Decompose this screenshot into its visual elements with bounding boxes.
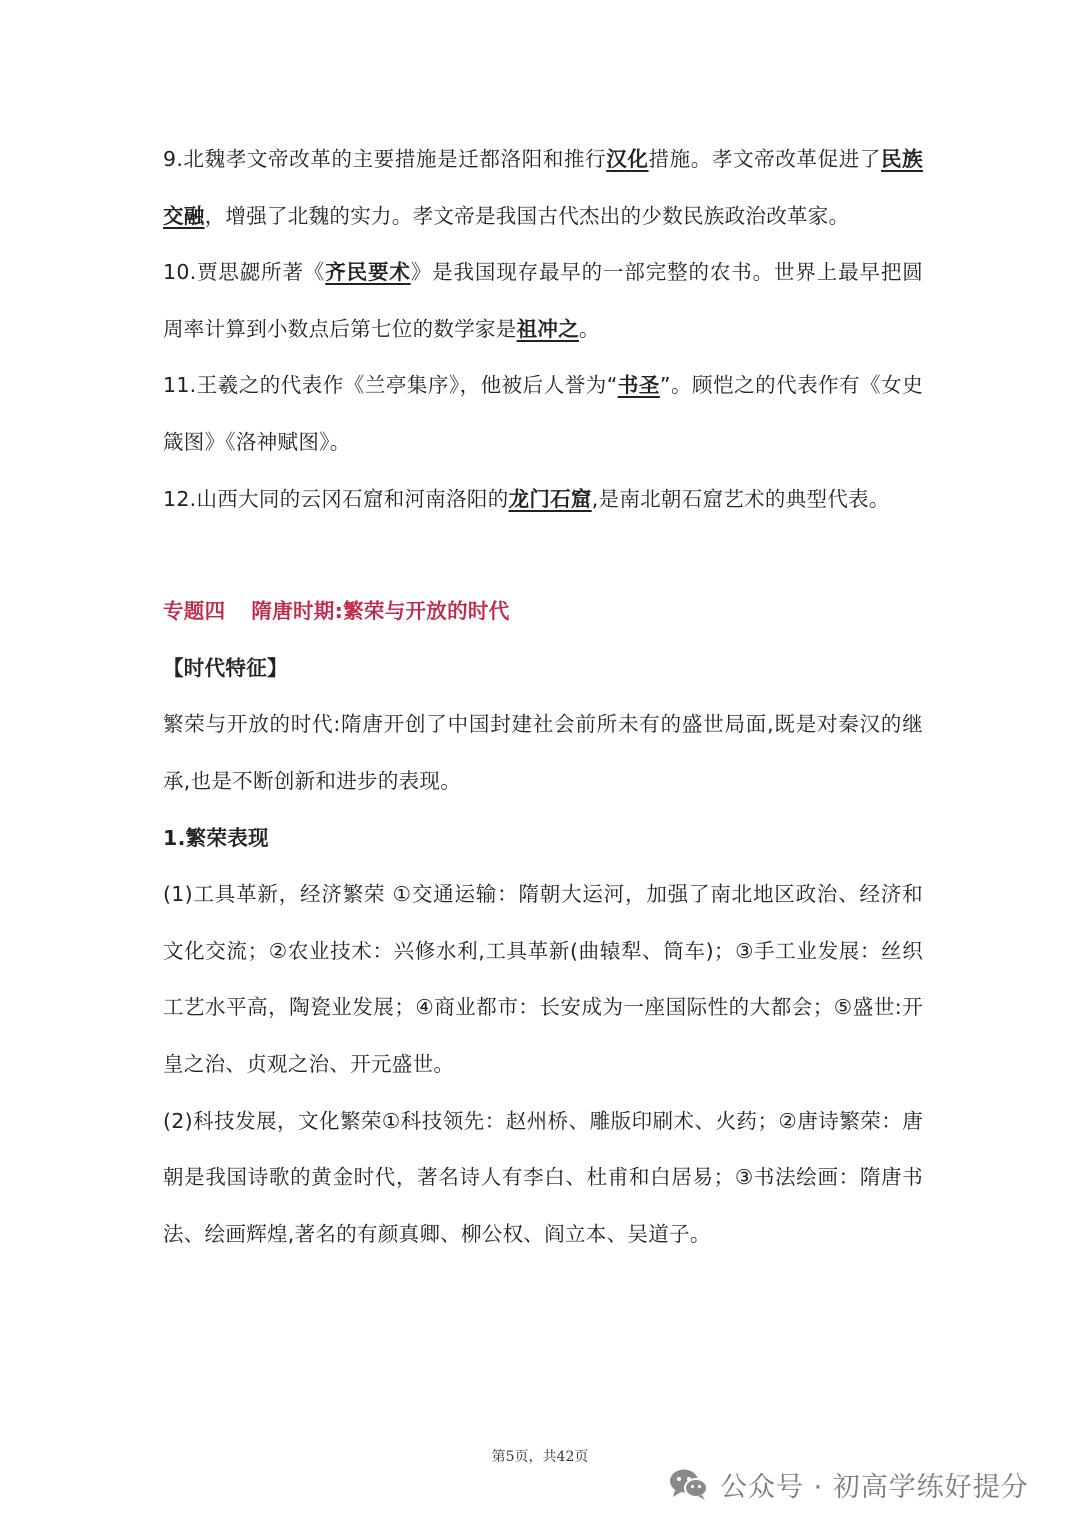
prosperity-paragraph-2: (2)科技发展，文化繁荣①科技领先：赵州桥、雕版印刷术、火药；②唐诗繁荣：唐朝是我国诗歌的黄金时代，著名诗人有李白、杜甫和白居易；③书法绘画：隋唐书法、绘画辉煌,著名的有颜真卿、柳公权、阎立本、吴道子。 bbox=[163, 1108, 923, 1246]
page-number: 第5页，共42页 bbox=[491, 1449, 589, 1465]
item-12: 12.山西大同的云冈石窟和河南洛阳的龙门石窟,是南北朝石窟艺术的典型代表。 bbox=[163, 486, 890, 511]
topic-label: 专题四 bbox=[163, 599, 226, 624]
topic-heading bbox=[163, 583, 923, 640]
item-11: 11.王羲之的代表作《兰亭集序》，他被后人誉为“书圣”。顾恺之的代表作有《女史箴图》《洛神赋图》。 bbox=[163, 373, 923, 454]
topic-title: 隋唐时期:繁荣与开放的时代 bbox=[251, 599, 510, 624]
era-heading: 【时代特征】 bbox=[163, 655, 288, 680]
keyword-qimin-yaoshu: 齐民要术 bbox=[325, 260, 411, 285]
keyword-zu-chongzhi: 祖冲之 bbox=[516, 316, 580, 341]
item-9: 9.北魏孝文帝改革的主要措施是迁都洛阳和推行汉化措施。孝文帝改革促进了民族交融，增强了北魏的实力。孝文帝是我国古代杰出的少数民族政治改革家。 bbox=[163, 147, 923, 228]
prosperity-paragraph-1: (1)工具革新，经济繁荣 ①交通运输：隋朝大运河，加强了南北地区政治、经济和文化交流；②农业技术：兴修水利,工具革新(曲辕犁、筒车)；③手工业发展：丝织工艺水平高，陶瓷业发展；④商业都市：长安成为一座国际性的大都会；⑤盛世:开皇之治、贞观之治、开元盛世。 bbox=[163, 882, 923, 1076]
keyword-shusheng: 书圣 bbox=[617, 373, 660, 398]
item-10: 10.贾思勰所著《齐民要术》是我国现存最早的一部完整的农书。世界上最早把圆周率计算到小数点后第七位的数学家是祖冲之。 bbox=[163, 260, 923, 341]
keyword-minzu-jiaorong: 民族交融 bbox=[163, 147, 923, 228]
watermark bbox=[668, 1462, 1029, 1506]
keyword-longmen-shiku: 龙门石窟 bbox=[508, 486, 592, 511]
document-body bbox=[163, 131, 923, 1262]
wechat-icon bbox=[668, 1466, 710, 1502]
watermark-text: 公众号 · 初高学练好提分 bbox=[720, 1471, 1029, 1503]
keyword-hanhua: 汉化 bbox=[606, 147, 649, 171]
era-text: 繁荣与开放的时代:隋唐开创了中国封建社会前所未有的盛世局面,既是对秦汉的继承,也是不断创新和进步的表现。 bbox=[163, 712, 923, 793]
prosperity-heading: 1.繁荣表现 bbox=[163, 825, 269, 850]
